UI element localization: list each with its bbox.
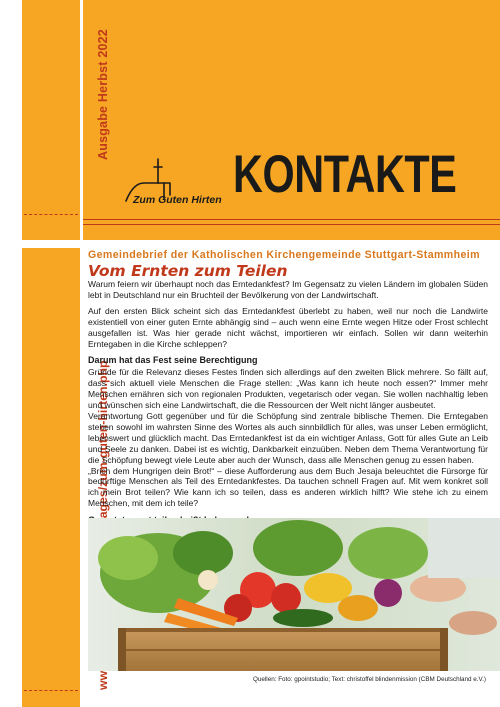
paragraph: Verantwortung Gott gegenüber und für die Schöpfung sind zentrale biblische Themen. Die Erntegaben stehen sowohl im wahrsten Sinne des Wortes als auch sinnbildlich für alles, was unser Leben ermöglicht, lebenswert und glücklich macht. Das Erntedankfest ist da ein wichtiger Anlass, Gott für alles Gute an Leib und Seele zu danken. Dabei ist es wichtig, Dankbarkeit einzuüben. Neben dem Thema Verantwortung für die Schöpfung bewegt viele Leute aber auch der Wunsch, dass alle Menschen genug zu essen haben. bbox=[88, 410, 488, 465]
article-title: Vom Ernten zum Teilen bbox=[88, 262, 288, 280]
church-logo-icon bbox=[122, 155, 234, 215]
header-side-band bbox=[22, 0, 80, 240]
side-dash-top bbox=[24, 214, 78, 215]
side-strip bbox=[22, 248, 80, 707]
header-rule-1 bbox=[83, 219, 500, 220]
paragraph: „Brich dem Hungrigen dein Brot!“ – diese Aufforderung aus dem Buch Jesaja beleuchtet die Fürsorge für bedürftige Menschen als Teil des Erntedankfestes. Da tauchen schnell Fragen auf. Mit wem konkret soll ich mein Brot teilen? Wie kann ich so teilen, dass es anderen wirklich hilft? Wie stehe ich zu einem Menschen, mit dem ich teile? bbox=[88, 465, 488, 509]
logo-text: Zum Guten Hirten bbox=[133, 194, 222, 206]
header-rule-2 bbox=[83, 224, 500, 225]
harvest-vegetables-photo bbox=[88, 518, 500, 671]
side-dash-bottom bbox=[24, 690, 78, 691]
section-heading: Darum hat das Fest seine Berechtigung bbox=[88, 355, 258, 366]
paragraph: Auf den ersten Blick scheint sich das Erntedankfest überlebt zu haben, weil nur noch die Landwirte existentiell von einer guten Ernte abhängig sind – auch wenn eine Ernte wegen Hitze oder Frost schlecht ausgefallen ist. Was hier gerade nicht wächst, importieren wir einfach. Sollen wir dann weiterhin Erntegaben in die Kirche schleppen? bbox=[88, 306, 488, 350]
edition-label: Ausgabe Herbst 2022 bbox=[96, 29, 110, 160]
parish-subtitle: Gemeindebrief der Katholischen Kirchengemeinde Stuttgart-Stammheim bbox=[88, 249, 480, 261]
photo-credit: Quellen: Foto: gpointstudio; Text: christoffel blindenmission (CBM Deutschland e.V.) bbox=[253, 676, 486, 683]
paragraph: Gründe für die Relevanz dieses Festes finden sich allerdings auf den zweiten Blick mehrere. So fällt auf, dass sich aktuell viele Menschen die Frage stellen: „Was kann ich heute noch essen?“ Immer mehr Menschen ernähren sich von regionalen Produkten, vegetarisch oder vegan. Sie wollen nachhaltig leben und wünschen sich eine Landwirtschaft, die die Ressourcen der Welt nicht länger ausbeutet. bbox=[88, 367, 488, 411]
paragraph: Warum feiern wir überhaupt noch das Erntedankfest? Im Gegensatz zu vielen Ländern im globalen Süden lebt in Deutschland nur ein Bruchteil der Bevölkerung von der Landwirtschaft. bbox=[88, 279, 488, 300]
magazine-title: KONTAKTE bbox=[233, 145, 457, 204]
